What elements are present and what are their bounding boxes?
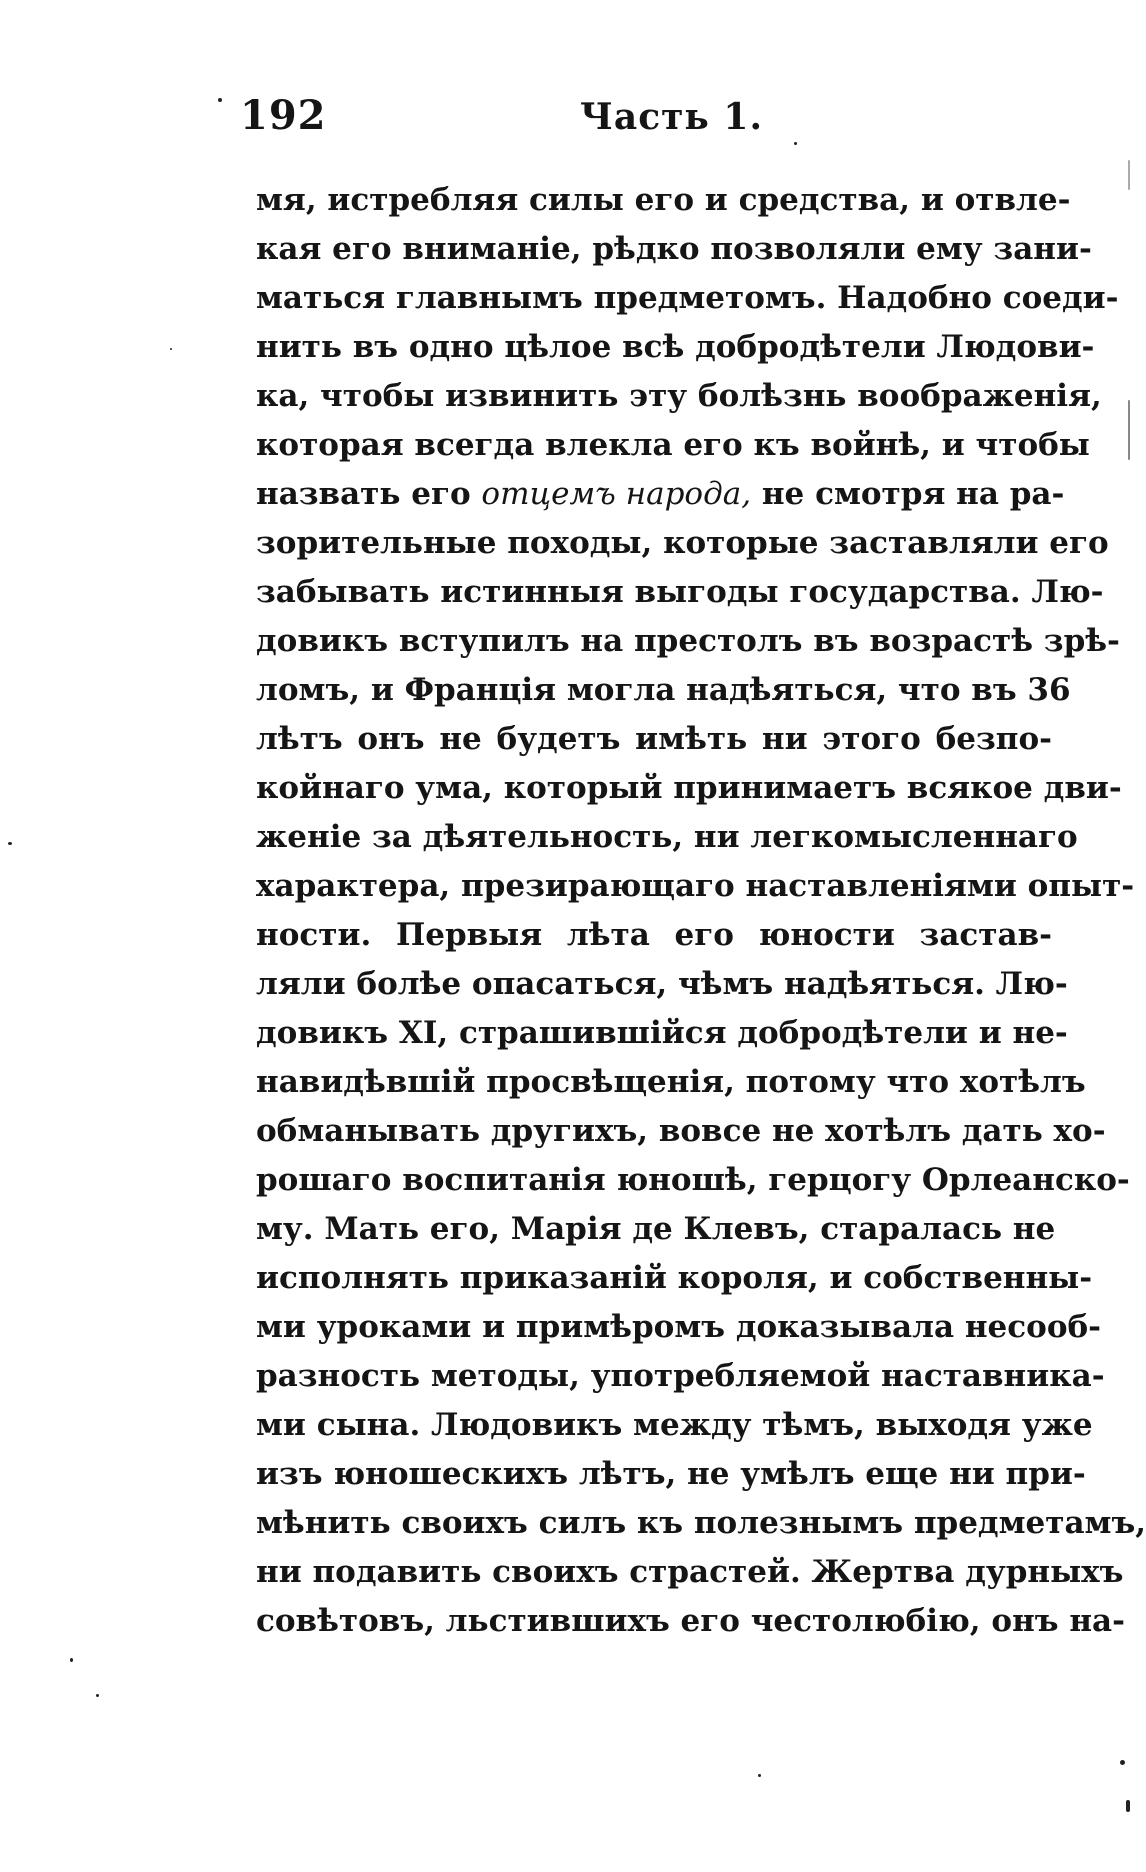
text-body	[256, 176, 1146, 1646]
text-line: ности. Первыя лѣта его юности застав-	[256, 917, 1052, 953]
text-line: изъ юношескихъ лѣтъ, не умѣлъ еще ни при-	[256, 1456, 1086, 1492]
text-line: довикъ вступилъ на престолъ въ возрастѣ зрѣ-	[256, 623, 1120, 659]
text-line: забывать истинныя выгоды государства. Лю-	[256, 574, 1104, 610]
scan-speck	[70, 1658, 73, 1662]
running-head: Часть 1.	[580, 96, 763, 138]
text-line: мѣнить своихъ силъ къ полезнымъ предметамъ,	[256, 1505, 1146, 1541]
page-number: 192	[240, 92, 327, 139]
text-line: характера, презирающаго наставленіями опыт-	[256, 868, 1135, 904]
text-line	[256, 470, 1065, 519]
text-line: совѣтовъ, льстившихъ его честолюбію, онъ на-	[256, 1603, 1125, 1639]
text-line: ми уроками и примѣромъ доказывала несооб-	[256, 1309, 1102, 1345]
scan-speck	[8, 842, 12, 845]
text-line: ми сына. Людовикъ между тѣмъ, выходя уже	[256, 1407, 1093, 1443]
scan-speck	[1128, 400, 1130, 460]
text-segment: не смотря на ра-	[751, 476, 1065, 512]
text-line: исполнять приказаній короля, и собственны-	[256, 1260, 1093, 1296]
text-line: ломъ, и Франція могла надѣяться, что въ 36	[256, 672, 1071, 708]
text-line: ка, чтобы извинить эту болѣзнь воображенія,	[256, 378, 1102, 414]
italic-phrase: отцемъ народа,	[481, 476, 752, 512]
text-line: женіе за дѣятельность, ни легкомысленнаго	[256, 819, 1078, 855]
scan-speck	[1128, 160, 1130, 190]
text-line: которая всегда влекла его къ войнѣ, и чтобы	[256, 427, 1090, 463]
text-line: маться главнымъ предметомъ. Надобно соеди-	[256, 280, 1119, 316]
scan-speck	[1126, 1800, 1130, 1812]
text-line: койнаго ума, который принимаетъ всякое дви-	[256, 770, 1122, 806]
scan-speck	[170, 348, 172, 350]
scan-speck	[96, 1694, 99, 1697]
scan-speck	[758, 1774, 761, 1777]
scan-speck	[1120, 1760, 1125, 1765]
text-line: нить въ одно цѣлое всѣ добродѣтели Людови-	[256, 329, 1095, 365]
text-line: обманывать другихъ, вовсе не хотѣлъ дать хо-	[256, 1113, 1106, 1149]
text-line: ляли болѣе опасаться, чѣмъ надѣяться. Лю-	[256, 966, 1068, 1002]
scan-speck	[794, 142, 797, 145]
text-segment: назвать его	[256, 476, 482, 512]
page-header	[240, 92, 1060, 152]
text-line: разность методы, употребляемой наставника-	[256, 1358, 1105, 1394]
text-line: довикъ XI, страшившійся добродѣтели и не-	[256, 1015, 1068, 1051]
text-line: рошаго воспитанія юношѣ, герцогу Орлеанско-	[256, 1162, 1130, 1198]
text-line: мя, истребляя силы его и средства, и отвле-	[256, 182, 1071, 218]
text-line: лѣтъ онъ не будетъ имѣть ни этого безпо-	[256, 721, 1052, 757]
text-line: му. Мать его, Марія де Клевъ, старалась не	[256, 1211, 1056, 1247]
text-line: навидѣвшій просвѣщенія, потому что хотѣлъ	[256, 1064, 1086, 1100]
scan-speck	[218, 98, 222, 102]
text-line: ни подавить своихъ страстей. Жертва дурныхъ	[256, 1554, 1124, 1590]
text-line: зорительные походы, которые заставляли его	[256, 525, 1109, 561]
text-line: кая его вниманіе, рѣдко позволяли ему зани-	[256, 231, 1092, 267]
